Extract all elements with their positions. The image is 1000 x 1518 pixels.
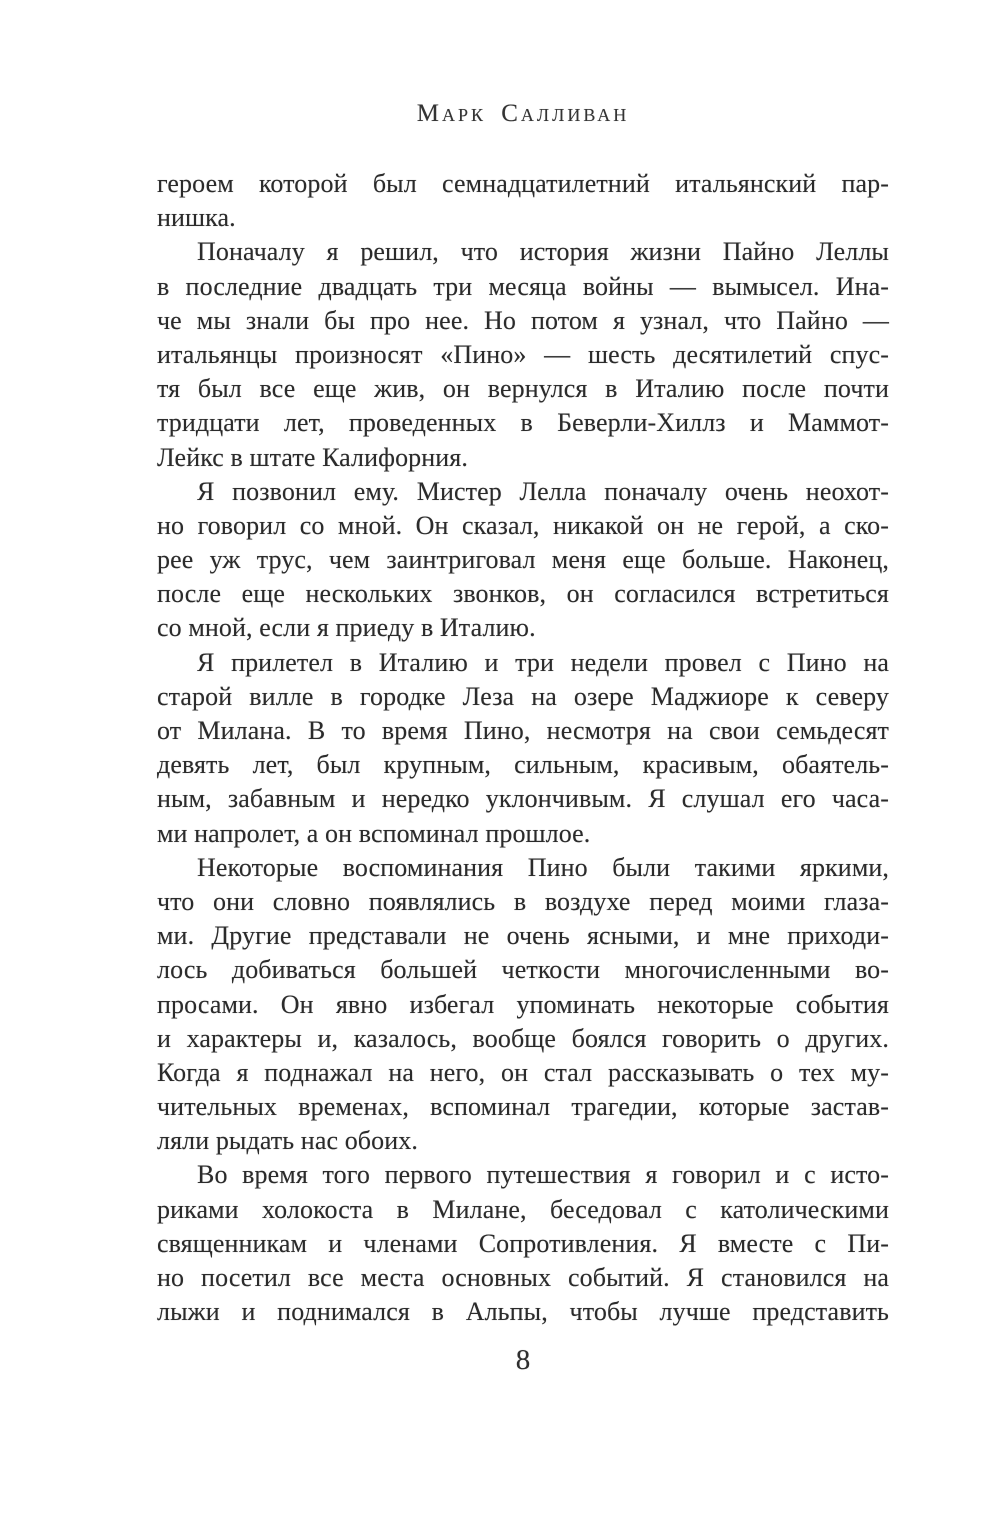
text-line: ляли рыдать нас обоих. <box>157 1126 418 1156</box>
text-line: после еще нескольких звонков, он согласился встретиться <box>157 579 889 609</box>
text-line: итальянцы произносят «Пино» — шесть десятилетий спус- <box>157 339 889 369</box>
paragraph <box>157 851 889 1159</box>
text-line: че мы знали бы про нее. Но потом я узнал, что Пайно — <box>157 305 889 335</box>
text-line: лось добиваться большей четкости многочисленными во- <box>157 955 889 985</box>
text-line: девять лет, был крупным, сильным, красивым, обаятель- <box>157 750 889 780</box>
text-line: риками холокоста в Милане, беседовал с католическими <box>157 1194 889 1224</box>
text-line: ми напролет, а он вспоминал прошлое. <box>157 818 591 848</box>
text-line: Во время того первого путешествия я говорил и с исто- <box>197 1160 889 1190</box>
text-line: лыжи и поднимался в Альпы, чтобы лучше представить <box>157 1297 889 1327</box>
paragraph <box>157 646 889 851</box>
text-line: Я позвонил ему. Мистер Лелла поначалу очень неохот- <box>197 476 889 506</box>
text-line: старой вилле в городке Леза на озере Маджиоре к северу <box>157 681 889 711</box>
text-line: Лейкс в штате Калифорния. <box>157 442 468 472</box>
paragraph <box>157 475 889 646</box>
text-line: Некоторые воспоминания Пино были такими яркими, <box>197 852 889 882</box>
text-line: но говорил со мной. Он сказал, никакой он не герой, а ско- <box>157 510 889 540</box>
page-number: 8 <box>515 1344 531 1376</box>
text-block <box>157 167 889 1329</box>
text-line: тридцати лет, проведенных в Беверли-Хиллз и Маммот- <box>157 408 889 438</box>
text-line: ми. Другие представали не очень ясными, и мне приходи- <box>157 921 889 951</box>
text-line: просами. Он явно избегал упоминать некоторые события <box>157 989 889 1019</box>
text-line: Когда я поднажал на него, он стал рассказывать о тех му- <box>157 1057 889 1087</box>
text-line: и характеры и, казалось, вообще боялся говорить о других. <box>157 1023 889 1053</box>
paragraph <box>157 167 889 235</box>
text-line: чительных временах, вспоминал трагедии, которые застав- <box>157 1092 889 1122</box>
text-line: в последние двадцать три месяца войны — вымысел. Ина- <box>157 271 889 301</box>
running-header: Марк Салливан <box>416 100 630 127</box>
text-line: тя был все еще жив, он вернулся в Италию после почти <box>157 374 889 404</box>
paragraph <box>157 235 889 474</box>
text-line: со мной, если я приеду в Италию. <box>157 613 536 643</box>
text-line: что они словно появлялись в воздухе перед моими глаза- <box>157 886 889 916</box>
text-line: но посетил все места основных событий. Я становился на <box>157 1263 889 1292</box>
text-line: Поначалу я решил, что история жизни Пайно Леллы <box>197 237 889 267</box>
text-line: ным, забавным и нередко уклончивым. Я слушал его часа- <box>157 784 889 814</box>
text-line: героем которой был семнадцатилетний итальянский пар- <box>157 169 889 198</box>
text-line: рее уж трус, чем заинтриговал меня еще больше. Наконец, <box>157 545 889 575</box>
paragraph <box>157 1158 889 1329</box>
text-line: от Милана. В то время Пино, несмотря на свои семьдесят <box>157 716 889 745</box>
text-line: Я прилетел в Италию и три недели провел с Пино на <box>197 647 889 677</box>
text-line: священникам и членами Сопротивления. Я вместе с Пи- <box>157 1228 889 1258</box>
text-line: нишка. <box>157 203 236 233</box>
